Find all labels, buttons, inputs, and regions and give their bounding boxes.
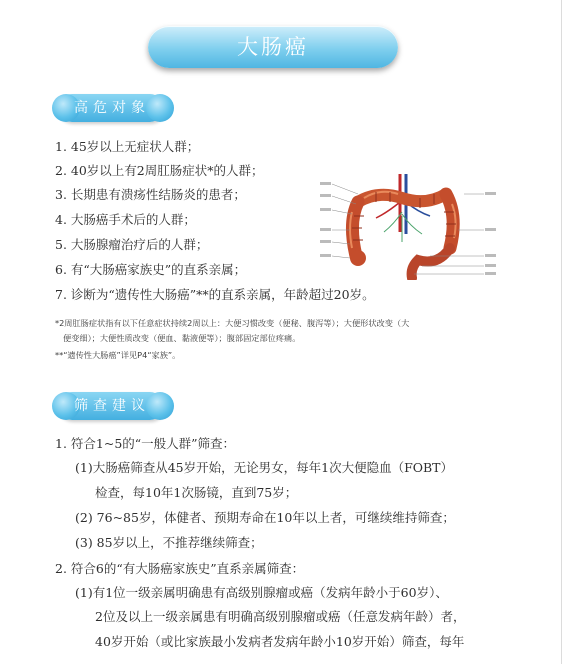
screening-line: 2位及以上一级亲属患有明确高级别腺瘤或癌（任意发病年龄）者，	[95, 609, 466, 624]
list-item: 7. 诊断为“遗传性大肠癌”**的直系亲属，年龄超过20岁。	[55, 287, 375, 302]
list-item: 1. 45岁以上无症状人群；	[55, 139, 200, 154]
page-edge-line	[561, 0, 562, 664]
list-item: 5. 大肠腺瘤治疗后的人群；	[55, 237, 209, 252]
footnote: 便变细）；大便性质改变（便血、黏液便等）；腹部固定部位疼痛。	[63, 333, 301, 343]
section-heading-label: 高危对象	[74, 100, 150, 116]
page-title: 大肠癌	[148, 26, 398, 68]
list-item: 6. 有“大肠癌家族史”的直系亲属；	[55, 262, 247, 277]
screening-line: 检查，每10年1次肠镜，直到75岁；	[95, 485, 298, 500]
screening-line: (1)有1位一级亲属明确患有高级别腺瘤或癌（发病年龄小于60岁）、	[75, 585, 448, 600]
section-heading-label: 筛查建议	[74, 398, 150, 414]
screening-line: 40岁开始（或比家族最小发病者发病年龄小10岁开始）筛查，每年	[95, 634, 465, 649]
colon-anatomy-illustration	[318, 172, 498, 280]
screening-line: (1)大肠癌筛查从45岁开始，无论男女，每年1次大便隐血（FOBT）	[75, 460, 454, 475]
footnote: **“遗传性大肠癌”详见P4“家族”。	[55, 350, 181, 360]
list-item: 4. 大肠癌手术后的人群；	[55, 212, 196, 227]
screening-line: 2. 符合6的“有大肠癌家族史”直系亲属筛查：	[55, 561, 305, 576]
screening-line: 1. 符合1~5的“一般人群”筛查：	[55, 436, 236, 451]
section-heading-high-risk	[52, 94, 172, 122]
screening-line: (3) 85岁以上，不推荐继续筛查；	[75, 535, 263, 550]
list-item: 2. 40岁以上有2周肛肠症状*的人群；	[55, 163, 264, 178]
list-item: 3. 长期患有溃疡性结肠炎的患者；	[55, 187, 246, 202]
screening-line: (2) 76~85岁，体健者、预期寿命在10年以上者，可继续维持筛查；	[75, 510, 455, 525]
footnote: *2周肛肠症状指有以下任意症状持续2周以上：大便习惯改变（便秘、腹泻等）；大便形状改变（大	[55, 318, 410, 328]
section-heading-screening	[52, 392, 172, 420]
